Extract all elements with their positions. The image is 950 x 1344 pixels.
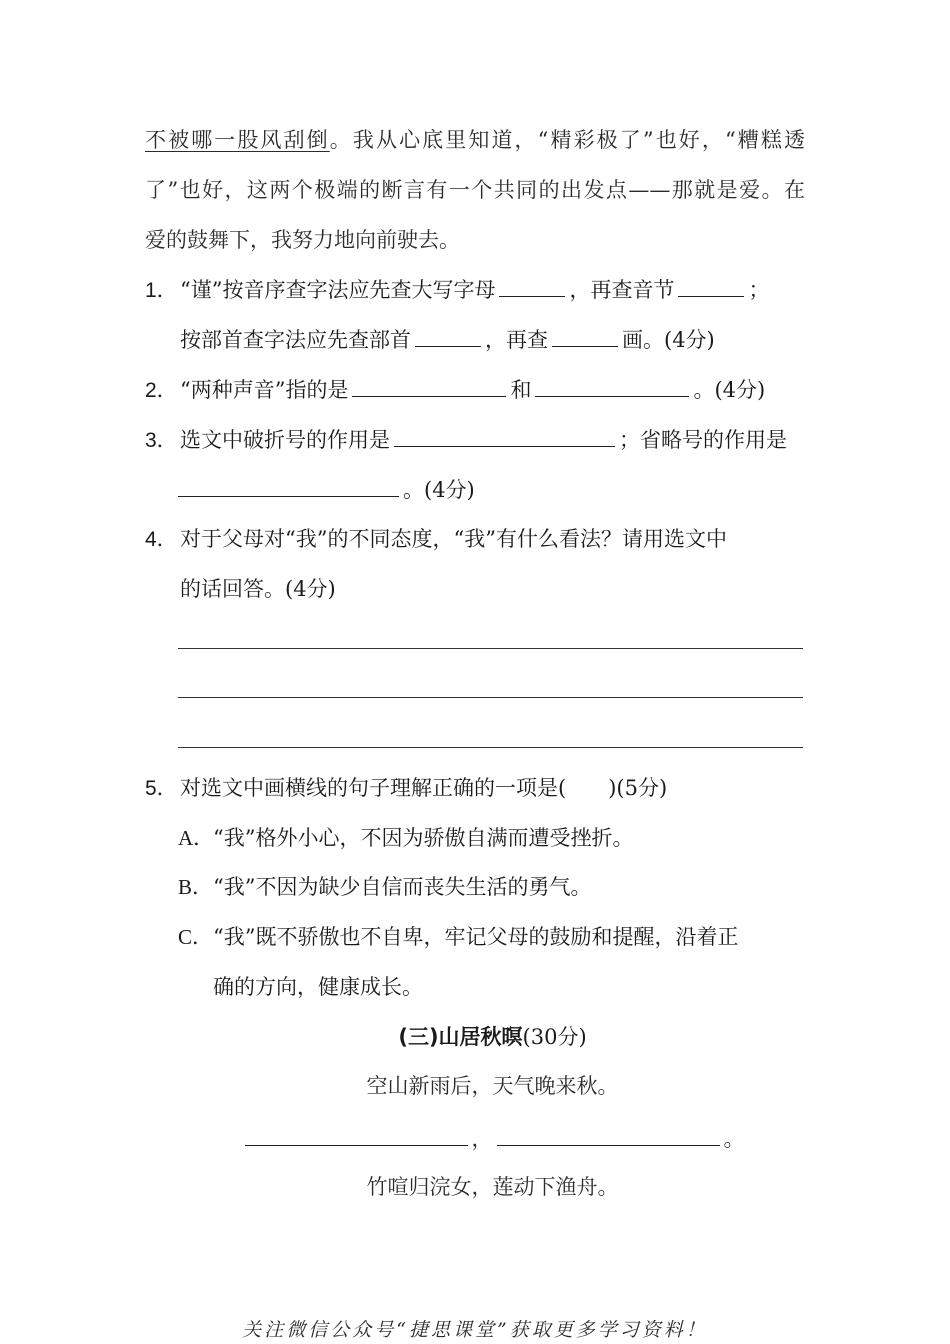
question-2-text-c: 。(4分) xyxy=(693,378,766,402)
poem-line-1: 空山新雨后，天气晚来秋。 xyxy=(366,1074,619,1098)
question-5-number: 5． xyxy=(145,777,178,800)
question-3-text-a: 选文中破折号的作用是 xyxy=(180,428,390,452)
poem-line-3: 竹喧归浣女，莲动下渔舟。 xyxy=(366,1175,619,1199)
question-3-blank-ellipsis xyxy=(178,476,399,497)
poem-blank-2 xyxy=(497,1125,720,1146)
question-1-text-b: ，再查音节 xyxy=(569,278,675,302)
question-2 xyxy=(145,375,765,405)
passage-line-2: 了”也好，这两个极端的断言有一个共同的出发点——那就是爱。在 xyxy=(145,178,805,202)
question-4-text: 对于父母对“我”的不同态度，“我”有什么看法？请用选文中 xyxy=(180,527,727,551)
option-c-label: C． xyxy=(178,925,214,949)
option-b xyxy=(178,872,591,902)
passage-line-1-text: 。我从心底里知道，“精彩极了”也好，“糟糕透 xyxy=(329,128,806,152)
option-c xyxy=(178,922,738,952)
question-2-text-a: “两种声音”指的是 xyxy=(180,378,349,402)
question-3-blank-dash xyxy=(394,426,615,447)
question-1-blank-syllable xyxy=(678,276,744,297)
option-b-text: “我”不因为缺少自信而丧失生活的勇气。 xyxy=(213,875,592,899)
question-1 xyxy=(145,275,769,305)
question-3 xyxy=(145,425,787,455)
question-2-number: 2． xyxy=(145,379,178,402)
poem-blank-1 xyxy=(245,1125,468,1146)
answer-line-1 xyxy=(178,648,803,649)
option-a xyxy=(178,823,633,853)
question-1-text-d: 按部首查字法应先查部首 xyxy=(180,328,411,352)
question-3-line-2 xyxy=(178,475,475,505)
answer-line-2 xyxy=(178,697,803,698)
option-a-text: “我”格外小心，不因为骄傲自满而遭受挫折。 xyxy=(213,826,634,850)
poem-line-2 xyxy=(180,1124,805,1154)
underlined-sentence: 不被哪一股风刮倒 xyxy=(145,128,330,152)
question-1-text-e: ，再查 xyxy=(485,328,548,352)
question-1-blank-strokes xyxy=(552,326,618,347)
question-3-text-c: 。(4分) xyxy=(403,478,475,502)
question-1-blank-letter xyxy=(499,276,565,297)
question-4-line-2: 的话回答。(4分) xyxy=(180,577,336,601)
section-3-title-main: (三)山居秋暝 xyxy=(398,1025,523,1049)
question-1-text-c: ； xyxy=(748,278,770,302)
question-1-line-2 xyxy=(180,325,715,355)
question-2-text-b: 和 xyxy=(510,378,532,402)
option-b-label: B． xyxy=(178,875,214,899)
poem-line-2-end: 。 xyxy=(723,1127,745,1151)
option-c-continuation: 确的方向，健康成长。 xyxy=(213,975,423,999)
question-1-number: 1． xyxy=(145,279,178,302)
question-2-blank-1 xyxy=(352,376,506,397)
question-5-stem: 对选文中画横线的句子理解正确的一项是( )(5分) xyxy=(180,776,668,800)
question-3-number: 3． xyxy=(145,429,178,452)
option-a-label: A． xyxy=(178,826,215,850)
passage-line-1 xyxy=(145,125,805,155)
question-4-number: 4． xyxy=(145,528,178,551)
poem-line-2-comma: ， xyxy=(471,1127,493,1151)
passage-line-3: 爱的鼓舞下，我努力地向前驶去。 xyxy=(145,228,460,252)
question-1-blank-radical xyxy=(415,326,481,347)
question-1-text-a: “谨”按音序查字法应先查大写字母 xyxy=(180,278,496,302)
footer-notice: 关注微信公众号“捷思课堂”获取更多学习资料！ xyxy=(242,1319,708,1341)
question-3-text-b: ；省略号的作用是 xyxy=(619,428,787,452)
question-4 xyxy=(145,524,727,554)
question-2-blank-2 xyxy=(535,376,689,397)
section-3-title xyxy=(180,1022,805,1052)
question-5 xyxy=(145,773,667,803)
section-3-title-score: (30分) xyxy=(522,1025,587,1049)
option-c-text: “我”既不骄傲也不自卑，牢记父母的鼓励和提醒，沿着正 xyxy=(213,925,739,949)
answer-line-3 xyxy=(178,747,803,748)
question-1-text-f: 画。(4分) xyxy=(622,328,715,352)
